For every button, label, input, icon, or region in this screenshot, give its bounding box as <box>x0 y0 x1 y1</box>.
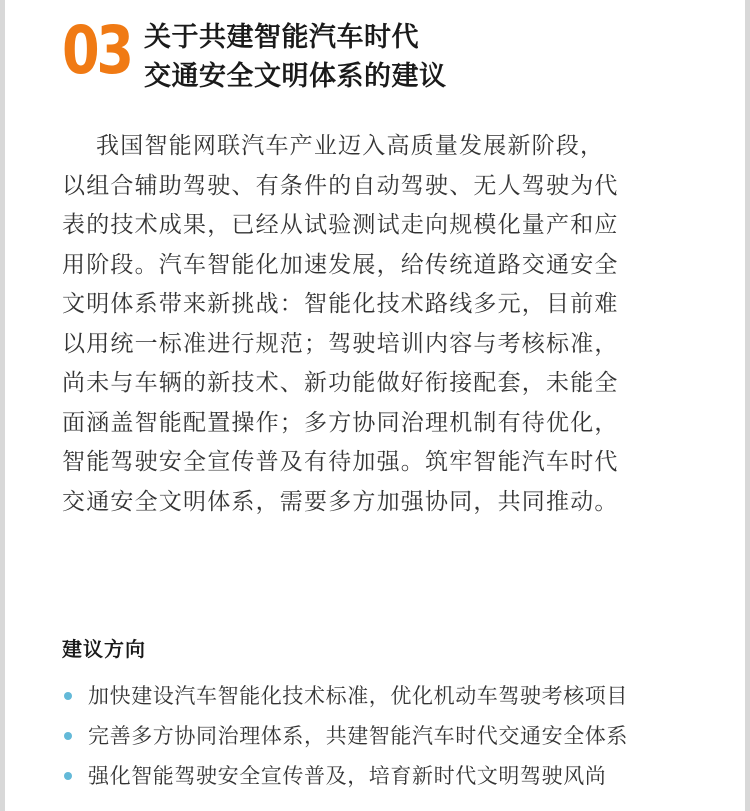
suggestions-heading: 建议方向 <box>62 637 146 661</box>
bullet-dot-icon <box>64 732 72 740</box>
section-header <box>62 14 702 94</box>
intro-line: 交通安全文明体系，需要多方加强协同，共同推动。 <box>62 488 619 515</box>
section-title-line-2: 交通安全文明体系的建议 <box>144 61 447 92</box>
intro-line: 文明体系带来新挑战：智能化技术路线多元，目前难 <box>62 291 619 317</box>
list-item <box>62 676 722 716</box>
intro-line: 以组合辅助驾驶、有条件的自动驾驶、无人驾驶为代 <box>62 172 619 199</box>
list-item <box>62 756 722 796</box>
intro-line: 我国智能网联汽车产业迈入高质量发展新阶段， <box>62 133 605 159</box>
section-number: 03 <box>62 12 131 89</box>
suggestion-text: 强化智能驾驶安全宣传普及，培育新时代文明驾驶风尚 <box>88 764 607 788</box>
bullet-dot-icon <box>64 772 72 780</box>
intro-line: 用阶段。汽车智能化加速发展，给传统道路交通安全 <box>62 251 619 278</box>
section-title <box>144 18 447 96</box>
right-border <box>745 0 750 811</box>
suggestions-list <box>62 676 722 796</box>
suggestion-text: 完善多方协同治理体系，共建智能汽车时代交通安全体系 <box>88 724 628 748</box>
intro-paragraph <box>62 127 702 522</box>
intro-line: 表的技术成果，已经从试验测试走向规模化量产和应 <box>62 212 619 238</box>
intro-line: 智能驾驶安全宣传普及有待加强。筑牢智能汽车时代 <box>62 449 619 475</box>
intro-line: 面涵盖智能配置操作；多方协同治理机制有待优化， <box>62 409 619 436</box>
suggestion-text: 加快建设汽车智能化技术标准，优化机动车驾驶考核项目 <box>88 684 628 708</box>
bullet-dot-icon <box>64 692 72 700</box>
intro-line: 尚未与车辆的新技术、新功能做好衔接配套，未能全 <box>62 370 619 396</box>
left-border <box>0 0 5 811</box>
section-title-line-1: 关于共建智能汽车时代 <box>144 22 419 53</box>
intro-line: 以用统一标准进行规范；驾驶培训内容与考核标准， <box>62 330 619 357</box>
list-item <box>62 716 722 756</box>
